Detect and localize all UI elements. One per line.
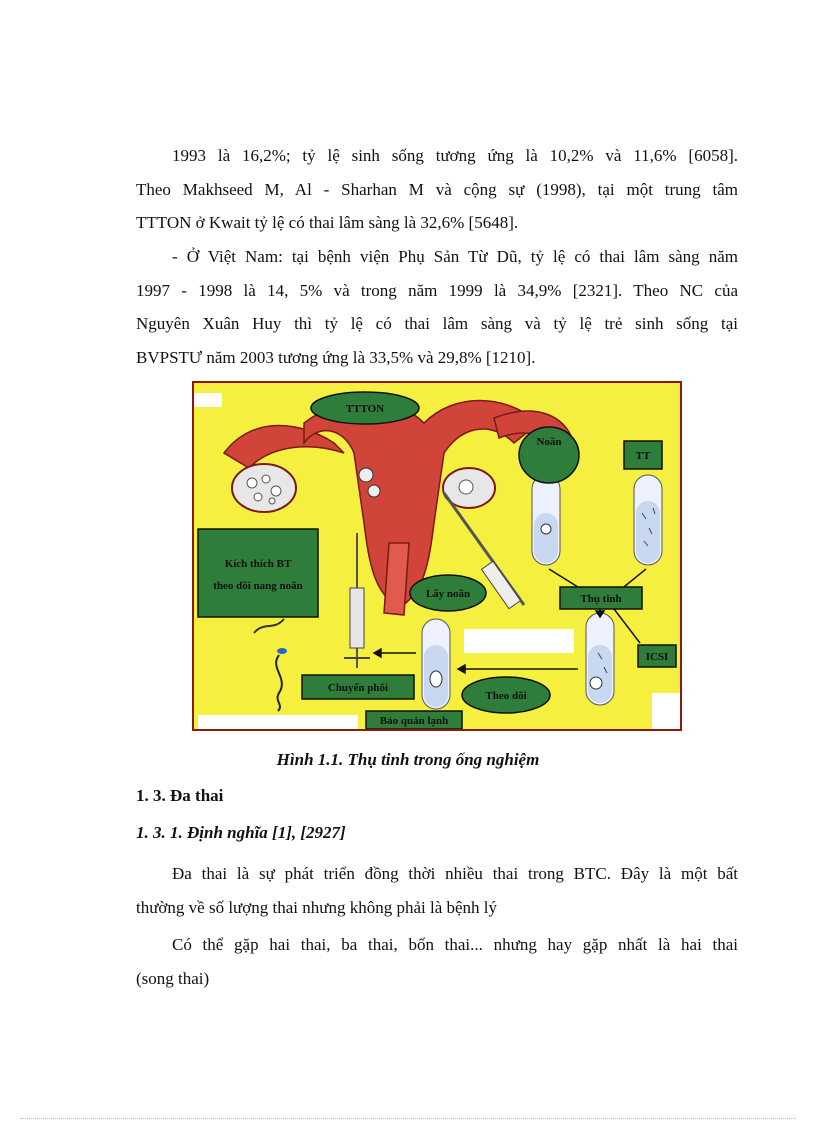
label-theo-doi xyxy=(462,677,550,713)
svg-text:Kích thích BT: Kích thích BT xyxy=(224,558,292,570)
page-bottom-border xyxy=(20,1118,796,1119)
label-kich-thich xyxy=(198,529,318,617)
svg-text:TTTON: TTTON xyxy=(345,403,385,415)
svg-text:TT: TT xyxy=(635,450,651,462)
left-ovary xyxy=(232,464,296,512)
label-lay-noan xyxy=(410,575,486,611)
text-line: - Ở Việt Nam: tại bệnh viện Phụ Sản Từ Dũ, tỷ lệ có thai lâm sàng năm xyxy=(172,247,738,266)
figure-caption: Hình 1.1. Thụ tinh trong ống nghiệm xyxy=(276,750,540,769)
svg-text:Theo dõi: Theo dõi xyxy=(485,690,527,702)
ivf-diagram xyxy=(192,381,682,731)
label-chuyen-phoi xyxy=(302,675,414,699)
svg-text:theo dõi nang noãn: theo dõi nang noãn xyxy=(213,580,303,592)
subsection-heading: 1. 3. 1. Định nghĩa [1], [2927] xyxy=(136,823,346,842)
section-heading: 1. 3. Đa thai xyxy=(136,786,224,805)
paragraph-1 xyxy=(136,139,738,240)
text-line: 1993 là 16,2%; tỷ lệ sinh sống tương ứng là 10,2% và 11,6% [6058]. xyxy=(172,146,738,165)
svg-text:ICSI: ICSI xyxy=(645,651,669,663)
ivf-diagram-svg xyxy=(194,383,680,729)
test-tube-icsi xyxy=(586,613,614,705)
paragraph-2 xyxy=(136,240,738,374)
svg-text:Bảo quản lạnh: Bảo quản lạnh xyxy=(379,715,449,727)
label-bao-quan-lanh xyxy=(366,711,462,729)
label-thu-tinh xyxy=(560,587,642,609)
text-line: BVPSTƯ năm 2003 tương ứng là 33,5% và 29,8% [1210]. xyxy=(136,347,536,367)
text-line: Nguyên Xuân Huy thì tỷ lệ có thai lâm sàng và tỷ lệ trẻ sinh sống tại xyxy=(136,314,738,333)
text-line: TTTON ở Kwait tỷ lệ có thai lâm sàng là 32,6% [5648]. xyxy=(136,213,519,232)
test-tube-oocyte xyxy=(532,475,560,565)
text-line: Theo Makhseed M, Al - Sharhan M và cộng sự (1998), tại một trung tâm xyxy=(136,179,738,199)
svg-text:Chuyển phôi: Chuyển phôi xyxy=(327,682,389,694)
svg-text:Noãn: Noãn xyxy=(536,436,562,448)
text-line: (song thai) xyxy=(136,968,210,988)
text-line: thường về số lượng thai nhưng không phải là bệnh lý xyxy=(136,897,498,917)
svg-text:Thụ tinh: Thụ tinh xyxy=(580,593,622,605)
text-line: Đa thai là sự phát triển đồng thời nhiều thai trong BTC. Đây là một bất xyxy=(172,864,738,883)
test-tube-sperm xyxy=(634,475,662,565)
label-ttton xyxy=(311,392,419,424)
label-icsi xyxy=(638,645,676,667)
label-tt xyxy=(624,441,662,469)
text-line: 1997 - 1998 là 14, 5% và trong năm 1999 là 34,9% [2321]. Theo NC của xyxy=(136,280,738,300)
label-noan xyxy=(519,427,579,483)
paragraph-3 xyxy=(136,857,738,924)
svg-text:Lấy noãn: Lấy noãn xyxy=(425,588,471,600)
paragraph-4 xyxy=(136,928,738,995)
text-line: Có thể gặp hai thai, ba thai, bốn thai... nhưng hay gặp nhất là hai thai xyxy=(172,935,738,954)
test-tube-embryo xyxy=(422,619,450,709)
